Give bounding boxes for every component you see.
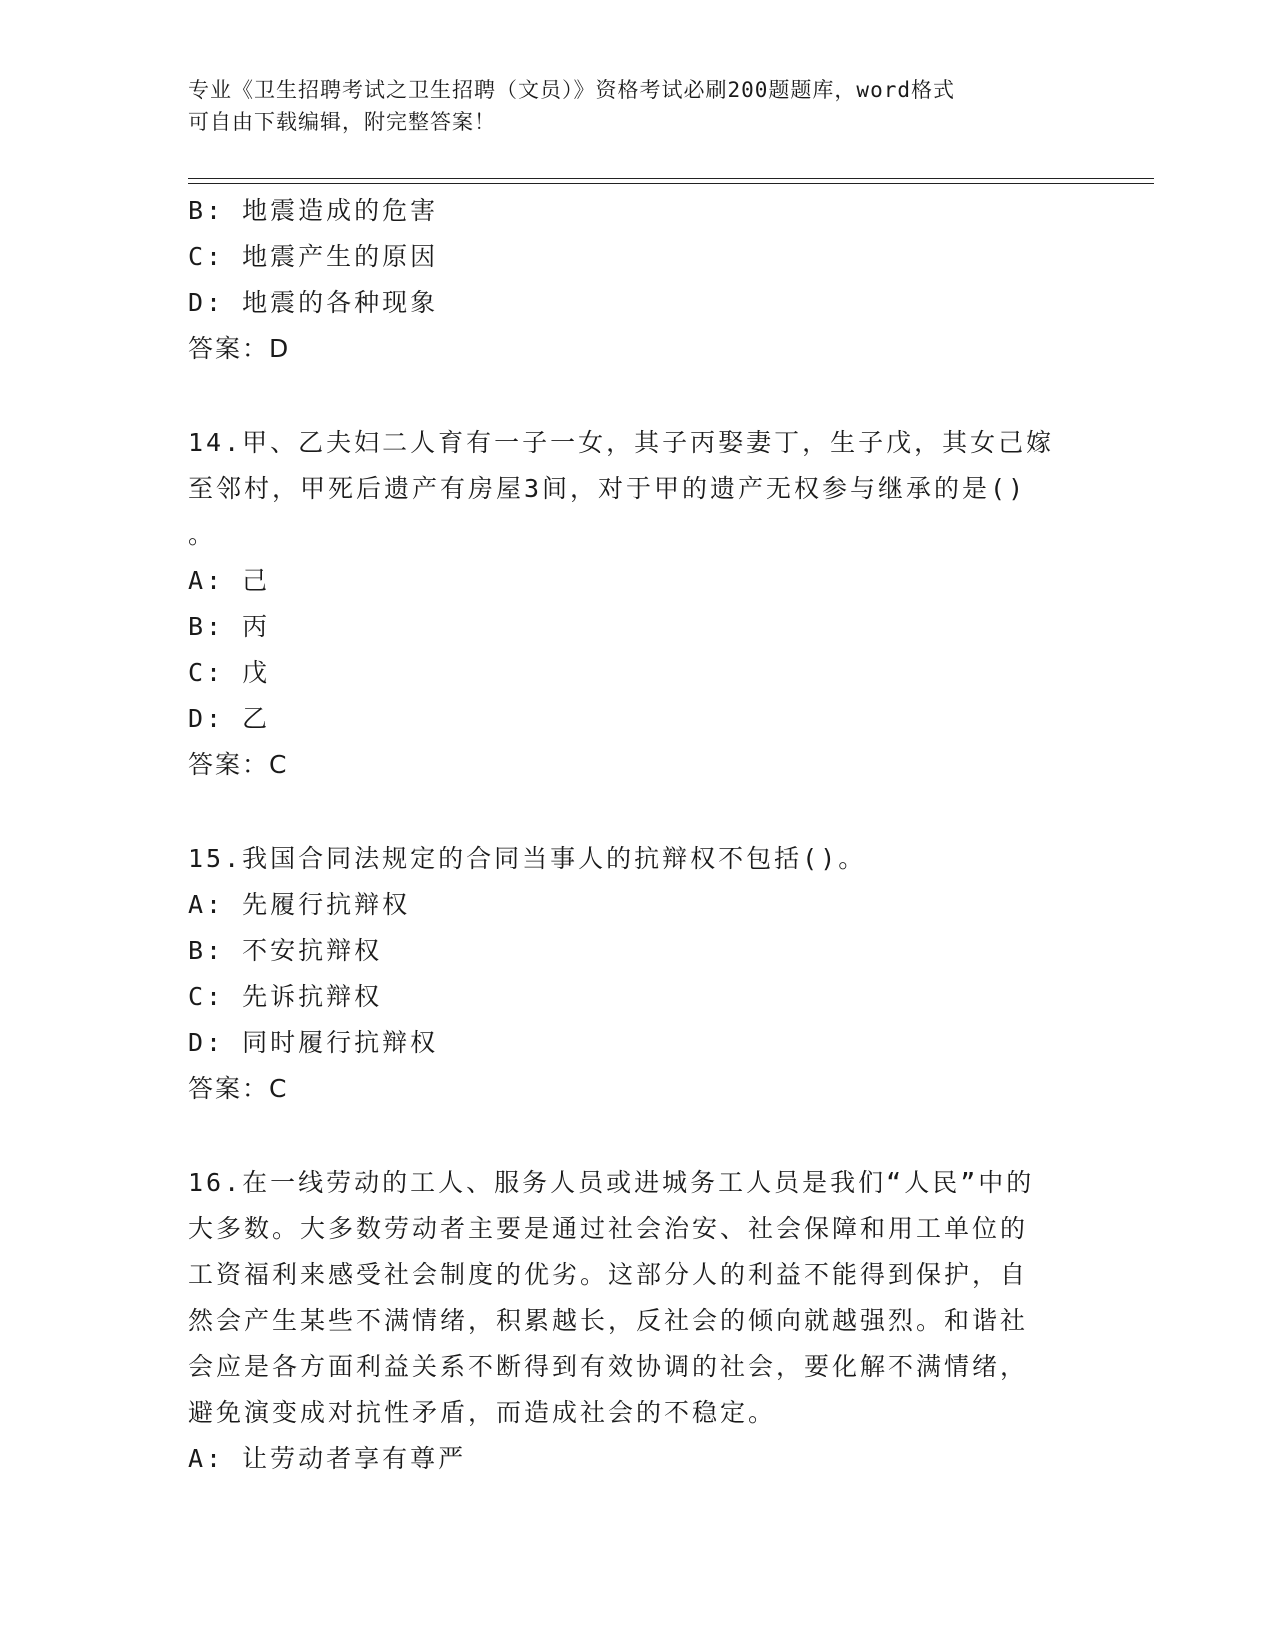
option-d: D: 地震的各种现象 <box>188 288 439 317</box>
question-text: 15.我国合同法规定的合同当事人的抗辩权不包括()。 <box>188 844 867 873</box>
question-text: 避免演变成对抗性矛盾，而造成社会的不稳定。 <box>188 1398 777 1427</box>
header-line: 专业《卫生招聘考试之卫生招聘（文员）》资格考试必刷200题题库，word格式 <box>188 78 955 102</box>
question-block <box>188 836 1068 1112</box>
question-block <box>188 188 1068 372</box>
answer-line: 答案：D <box>188 334 291 363</box>
question-text: 工资福利来感受社会制度的优劣。这部分人的利益不能得到保护，自 <box>188 1260 1029 1289</box>
question-text: 会应是各方面利益关系不断得到有效协调的社会，要化解不满情绪， <box>188 1352 1029 1381</box>
document-header <box>188 74 1068 138</box>
answer-line: 答案：C <box>188 1074 289 1103</box>
option-b: B: 不安抗辩权 <box>188 936 383 965</box>
question-block <box>188 420 1068 788</box>
question-text: 至邻村，甲死后遗产有房屋3间，对于甲的遗产无权参与继承的是() <box>188 474 1027 503</box>
header-divider <box>188 183 1154 184</box>
option-d: D: 乙 <box>188 704 271 733</box>
question-text: 。 <box>188 520 217 549</box>
option-a: A: 己 <box>188 566 271 595</box>
question-text: 大多数。大多数劳动者主要是通过社会治安、社会保障和用工单位的 <box>188 1214 1029 1243</box>
document-body <box>188 188 1068 1482</box>
option-b: B: 地震造成的危害 <box>188 196 439 225</box>
option-c: C: 地震产生的原因 <box>188 242 439 271</box>
option-c: C: 先诉抗辩权 <box>188 982 383 1011</box>
question-text: 14.甲、乙夫妇二人育有一子一女，其子丙娶妻丁，生子戊，其女己嫁 <box>188 428 1055 457</box>
header-line: 可自由下载编辑，附完整答案！ <box>188 110 496 134</box>
option-a: A: 让劳动者享有尊严 <box>188 1444 467 1473</box>
option-d: D: 同时履行抗辩权 <box>188 1028 439 1057</box>
option-a: A: 先履行抗辩权 <box>188 890 411 919</box>
option-c: C: 戊 <box>188 658 271 687</box>
header-divider <box>188 178 1154 179</box>
option-b: B: 丙 <box>188 612 271 641</box>
answer-line: 答案：C <box>188 750 289 779</box>
question-block <box>188 1160 1068 1482</box>
question-text: 16.在一线劳动的工人、服务人员或进城务工人员是我们“人民”中的 <box>188 1168 1035 1197</box>
question-text: 然会产生某些不满情绪，积累越长，反社会的倾向就越强烈。和谐社 <box>188 1306 1029 1335</box>
